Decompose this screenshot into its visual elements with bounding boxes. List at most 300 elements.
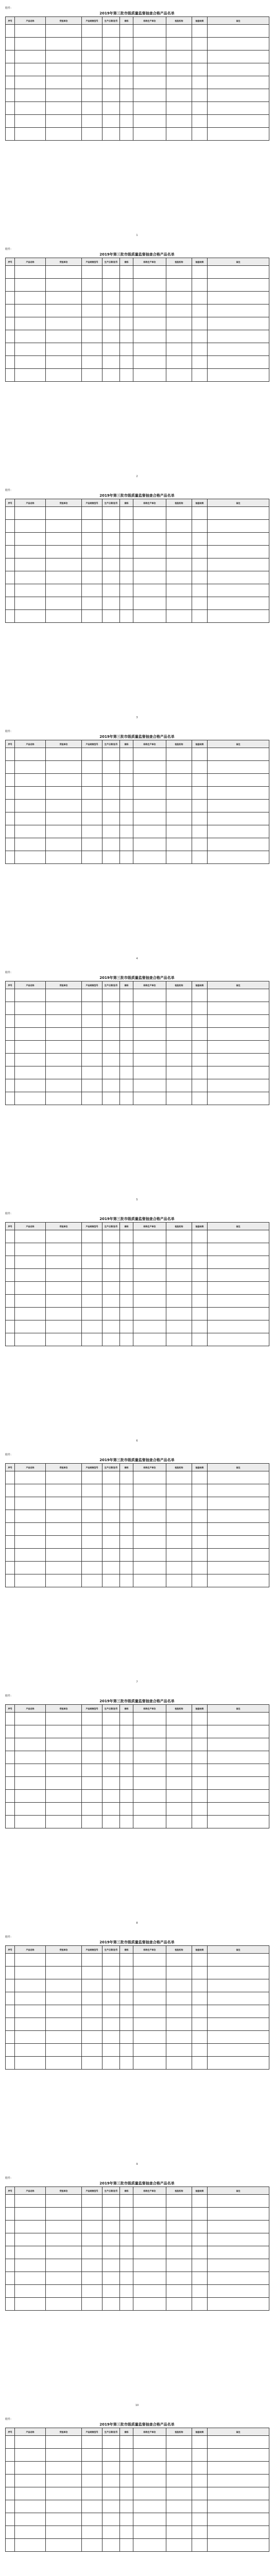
table-cell	[208, 520, 269, 533]
table-cell	[82, 1764, 102, 1777]
table-cell	[82, 76, 102, 89]
page-header: 附件：	[5, 971, 13, 974]
column-header: 产品名称	[15, 740, 46, 748]
table-cell	[133, 2462, 166, 2475]
table-cell	[208, 1230, 269, 1243]
table-cell	[46, 2018, 82, 2031]
table-cell	[82, 343, 102, 356]
table-cell	[46, 115, 82, 128]
table-cell	[208, 1979, 269, 1992]
table-cell	[102, 558, 120, 571]
table-cell	[166, 1079, 192, 1092]
table-cell	[166, 2005, 192, 2018]
table-cell	[15, 597, 46, 610]
table-cell	[192, 2018, 208, 2031]
table-cell	[46, 1243, 82, 1256]
table-cell	[166, 2539, 192, 2552]
table-cell	[166, 76, 192, 89]
table-cell	[46, 1320, 82, 1333]
table-cell	[46, 1333, 82, 1346]
table-cell	[102, 1992, 120, 2005]
table-cell	[82, 2539, 102, 2552]
table-cell	[15, 266, 46, 279]
table-row	[6, 2436, 269, 2449]
table-cell	[120, 76, 133, 89]
table-cell	[208, 38, 269, 50]
table-cell	[6, 1066, 15, 1079]
column-header: 产品规格型号	[82, 499, 102, 507]
table-cell	[192, 76, 208, 89]
table-cell	[6, 115, 15, 128]
table-cell	[102, 1308, 120, 1320]
results-table	[5, 1704, 269, 1828]
table-cell	[82, 1803, 102, 1816]
table-row	[6, 2298, 269, 2311]
table-cell	[192, 533, 208, 546]
table-cell	[46, 63, 82, 76]
table-cell	[46, 1295, 82, 1308]
table-header-row	[6, 1223, 269, 1230]
table-cell	[166, 2285, 192, 2298]
table-cell	[208, 369, 269, 382]
table-cell	[166, 343, 192, 356]
table-cell	[6, 1536, 15, 1549]
table-cell	[46, 1054, 82, 1066]
table-cell	[192, 2298, 208, 2311]
table-cell	[166, 1574, 192, 1587]
table-row	[6, 50, 269, 63]
table-cell	[166, 825, 192, 838]
table-cell	[166, 1954, 192, 1967]
table-cell	[102, 1295, 120, 1308]
table-cell	[102, 2462, 120, 2475]
table-cell	[15, 279, 46, 292]
table-cell	[6, 1790, 15, 1803]
column-header: 备注	[208, 2428, 269, 2436]
table-cell	[82, 304, 102, 317]
table-cell	[120, 2057, 133, 2070]
table-cell	[15, 800, 46, 812]
table-cell	[133, 825, 166, 838]
table-cell	[133, 76, 166, 89]
table-cell	[46, 2044, 82, 2057]
table-cell	[46, 1764, 82, 1777]
column-header: 标称生产单位	[133, 2187, 166, 2195]
table-cell	[46, 1471, 82, 1484]
table-cell	[166, 2272, 192, 2285]
table-cell	[192, 2246, 208, 2259]
table-cell	[133, 812, 166, 825]
table-cell	[46, 2436, 82, 2449]
table-cell	[102, 571, 120, 584]
table-cell	[46, 1574, 82, 1587]
table-cell	[166, 50, 192, 63]
table-cell	[133, 1230, 166, 1243]
table-cell	[46, 1523, 82, 1536]
table-cell	[82, 1562, 102, 1574]
table-cell	[192, 279, 208, 292]
table-cell	[120, 838, 133, 851]
table-cell	[120, 2259, 133, 2272]
page-title: 2019年第三批市级质量监督抽查合格产品名单	[99, 1458, 175, 1462]
table-cell	[82, 1028, 102, 1041]
table-cell	[208, 89, 269, 102]
table-cell	[15, 787, 46, 800]
table-cell	[166, 558, 192, 571]
column-header: 序号	[6, 1223, 15, 1230]
table-cell	[46, 279, 82, 292]
table-cell	[120, 558, 133, 571]
table-cell	[120, 610, 133, 623]
column-header: 生产日期/批号	[102, 17, 120, 25]
column-header: 受检单位	[46, 981, 82, 989]
table-row	[6, 1764, 269, 1777]
table-cell	[102, 1484, 120, 1497]
table-cell	[102, 520, 120, 533]
table-cell	[208, 838, 269, 851]
table-cell	[192, 1562, 208, 1574]
column-header: 抽查结果	[192, 1705, 208, 1713]
table-row	[6, 2449, 269, 2462]
column-header: 商标	[120, 17, 133, 25]
table-cell	[6, 610, 15, 623]
table-row	[6, 800, 269, 812]
table-cell	[133, 1803, 166, 1816]
table-cell	[82, 2195, 102, 2208]
column-header: 标称生产单位	[133, 499, 166, 507]
table-cell	[6, 1992, 15, 2005]
table-cell	[102, 761, 120, 774]
table-cell	[120, 2031, 133, 2044]
table-cell	[133, 1333, 166, 1346]
table-cell	[120, 546, 133, 558]
table-cell	[133, 89, 166, 102]
table-cell	[15, 1574, 46, 1587]
table-cell	[166, 2436, 192, 2449]
table-cell	[166, 851, 192, 864]
table-cell	[208, 2285, 269, 2298]
table-row	[6, 1054, 269, 1066]
table-cell	[46, 787, 82, 800]
table-cell	[46, 1979, 82, 1992]
table-cell	[102, 1751, 120, 1764]
column-header: 商标	[120, 1705, 133, 1713]
page-title: 2019年第三批市级质量监督抽查合格产品名单	[99, 1940, 175, 1944]
table-cell	[102, 1079, 120, 1092]
table-row	[6, 597, 269, 610]
table-cell	[208, 558, 269, 571]
table-cell	[82, 2487, 102, 2500]
table-cell	[15, 1066, 46, 1079]
table-row	[6, 2044, 269, 2057]
table-cell	[6, 2475, 15, 2487]
table-cell	[192, 330, 208, 343]
table-cell	[102, 2298, 120, 2311]
table-cell	[102, 2018, 120, 2031]
table-cell	[166, 2449, 192, 2462]
column-header: 产品名称	[15, 2428, 46, 2436]
table-cell	[208, 1954, 269, 1967]
table-cell	[166, 292, 192, 304]
table-cell	[192, 343, 208, 356]
column-header: 序号	[6, 499, 15, 507]
table-cell	[15, 851, 46, 864]
table-cell	[192, 1992, 208, 2005]
table-cell	[133, 50, 166, 63]
table-row	[6, 1028, 269, 1041]
table-cell	[120, 1054, 133, 1066]
table-cell	[166, 838, 192, 851]
page-number: 1	[136, 234, 138, 237]
table-row	[6, 2018, 269, 2031]
column-header: 产品名称	[15, 499, 46, 507]
table-cell	[208, 610, 269, 623]
document-page	[0, 964, 274, 1206]
table-cell	[133, 1574, 166, 1587]
table-cell	[192, 1230, 208, 1243]
table-cell	[192, 1015, 208, 1028]
table-cell	[166, 1562, 192, 1574]
document-page	[0, 1688, 274, 1929]
table-row	[6, 1066, 269, 1079]
table-cell	[192, 748, 208, 761]
column-header: 商标	[120, 2428, 133, 2436]
table-row	[6, 851, 269, 864]
table-cell	[15, 1015, 46, 1028]
table-cell	[46, 1015, 82, 1028]
table-cell	[46, 2233, 82, 2246]
table-cell	[82, 2272, 102, 2285]
table-cell	[6, 2285, 15, 2298]
table-cell	[192, 63, 208, 76]
results-table	[5, 499, 269, 623]
table-cell	[133, 2057, 166, 2070]
table-cell	[166, 533, 192, 546]
table-cell	[6, 1497, 15, 1510]
results-table	[5, 981, 269, 1105]
table-cell	[102, 2500, 120, 2513]
column-header: 序号	[6, 1464, 15, 1471]
table-cell	[6, 1725, 15, 1738]
table-cell	[208, 2195, 269, 2208]
table-cell	[208, 1484, 269, 1497]
table-cell	[102, 1725, 120, 1738]
table-cell	[208, 800, 269, 812]
table-row	[6, 2487, 269, 2500]
table-cell	[120, 1954, 133, 1967]
table-cell	[6, 1751, 15, 1764]
table-cell	[82, 1243, 102, 1256]
column-header: 生产日期/批号	[102, 1223, 120, 1230]
table-cell	[120, 292, 133, 304]
table-cell	[208, 1738, 269, 1751]
table-row	[6, 1510, 269, 1523]
table-cell	[15, 1243, 46, 1256]
column-header: 标称生产单位	[133, 258, 166, 266]
table-cell	[82, 2221, 102, 2233]
table-cell	[166, 1967, 192, 1979]
table-cell	[208, 2500, 269, 2513]
table-cell	[133, 1041, 166, 1054]
column-header: 检验机构	[166, 258, 192, 266]
table-cell	[6, 761, 15, 774]
table-row	[6, 343, 269, 356]
table-cell	[208, 1713, 269, 1725]
table-cell	[133, 128, 166, 141]
table-cell	[15, 292, 46, 304]
table-cell	[192, 1079, 208, 1092]
table-cell	[120, 50, 133, 63]
table-cell	[133, 2208, 166, 2221]
table-cell	[133, 597, 166, 610]
table-row	[6, 1308, 269, 1320]
table-cell	[120, 1066, 133, 1079]
table-cell	[6, 838, 15, 851]
table-cell	[208, 761, 269, 774]
page-title: 2019年第三批市级质量监督抽查合格产品名单	[99, 1217, 175, 1221]
table-cell	[133, 2513, 166, 2526]
table-row	[6, 2246, 269, 2259]
column-header: 受检单位	[46, 1464, 82, 1471]
table-cell	[192, 584, 208, 597]
table-cell	[102, 1536, 120, 1549]
table-cell	[15, 330, 46, 343]
table-cell	[192, 1471, 208, 1484]
table-cell	[120, 2195, 133, 2208]
table-cell	[15, 825, 46, 838]
table-row	[6, 115, 269, 128]
table-cell	[120, 1816, 133, 1828]
table-cell	[208, 304, 269, 317]
table-cell	[120, 1764, 133, 1777]
page-header: 附件：	[5, 2418, 13, 2421]
table-cell	[6, 1523, 15, 1536]
table-cell	[102, 1523, 120, 1536]
results-table	[5, 740, 269, 864]
table-cell	[15, 989, 46, 1002]
table-cell	[102, 2475, 120, 2487]
page-title: 2019年第三批市级质量监督抽查合格产品名单	[99, 252, 175, 257]
table-cell	[15, 2057, 46, 2070]
table-cell	[120, 2005, 133, 2018]
table-cell	[166, 2475, 192, 2487]
table-cell	[46, 1790, 82, 1803]
table-cell	[208, 1764, 269, 1777]
column-header: 抽查结果	[192, 740, 208, 748]
table-cell	[166, 330, 192, 343]
table-cell	[192, 787, 208, 800]
table-cell	[133, 1092, 166, 1105]
column-header: 备注	[208, 1946, 269, 1954]
table-row	[6, 1536, 269, 1549]
table-cell	[208, 533, 269, 546]
page-title: 2019年第三批市级质量监督抽查合格产品名单	[99, 735, 175, 739]
table-cell	[166, 761, 192, 774]
table-cell	[166, 1751, 192, 1764]
table-cell	[120, 1230, 133, 1243]
table-cell	[208, 1777, 269, 1790]
table-cell	[46, 2285, 82, 2298]
table-row	[6, 1041, 269, 1054]
table-cell	[15, 1295, 46, 1308]
column-header: 检验机构	[166, 2428, 192, 2436]
table-cell	[46, 102, 82, 115]
column-header: 产品名称	[15, 981, 46, 989]
table-cell	[82, 2526, 102, 2539]
column-header: 序号	[6, 1705, 15, 1713]
document-page	[0, 0, 274, 241]
table-cell	[15, 50, 46, 63]
table-cell	[166, 2246, 192, 2259]
table-cell	[133, 2221, 166, 2233]
table-cell	[82, 2475, 102, 2487]
table-cell	[192, 610, 208, 623]
table-cell	[166, 584, 192, 597]
table-cell	[15, 89, 46, 102]
table-cell	[15, 1816, 46, 1828]
table-cell	[15, 2018, 46, 2031]
table-cell	[102, 343, 120, 356]
table-cell	[102, 1497, 120, 1510]
table-cell	[15, 1320, 46, 1333]
table-cell	[102, 1713, 120, 1725]
page-header: 附件：	[5, 730, 13, 733]
table-cell	[120, 1484, 133, 1497]
table-cell	[102, 1471, 120, 1484]
table-cell	[133, 851, 166, 864]
table-cell	[120, 356, 133, 369]
table-cell	[208, 102, 269, 115]
table-cell	[6, 2005, 15, 2018]
page-header: 附件：	[5, 2177, 13, 2180]
table-row	[6, 1523, 269, 1536]
column-header: 备注	[208, 1464, 269, 1471]
table-cell	[6, 1230, 15, 1243]
table-cell	[46, 2246, 82, 2259]
table-cell	[192, 546, 208, 558]
table-cell	[82, 266, 102, 279]
table-row	[6, 1777, 269, 1790]
table-cell	[192, 356, 208, 369]
table-cell	[208, 317, 269, 330]
table-row	[6, 304, 269, 317]
table-cell	[166, 1308, 192, 1320]
column-header: 产品名称	[15, 17, 46, 25]
table-cell	[120, 1562, 133, 1574]
table-row	[6, 1484, 269, 1497]
table-cell	[6, 304, 15, 317]
document-page	[0, 1929, 274, 2170]
table-cell	[133, 1790, 166, 1803]
table-cell	[102, 1092, 120, 1105]
table-cell	[46, 1992, 82, 2005]
table-row	[6, 748, 269, 761]
table-cell	[208, 989, 269, 1002]
table-cell	[6, 1308, 15, 1320]
table-cell	[166, 2044, 192, 2057]
table-cell	[208, 1079, 269, 1092]
table-cell	[133, 800, 166, 812]
table-cell	[6, 774, 15, 787]
table-cell	[15, 1471, 46, 1484]
table-cell	[133, 1725, 166, 1738]
table-cell	[6, 2246, 15, 2259]
table-cell	[133, 1764, 166, 1777]
column-header: 产品规格型号	[82, 1946, 102, 1954]
table-cell	[166, 1041, 192, 1054]
table-cell	[192, 292, 208, 304]
table-cell	[120, 1015, 133, 1028]
